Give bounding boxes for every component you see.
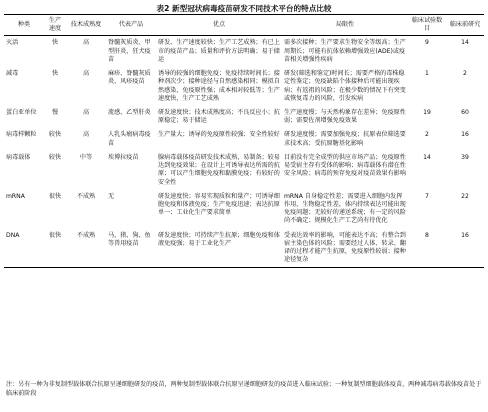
cell-pros: 研发速度快；技术成熟度高；不良反应小；抗原稳定；易于储运	[158, 108, 280, 125]
cell-trials: 7	[425, 192, 429, 200]
cell-trials: 9	[425, 39, 429, 47]
cell-products: 马、猪、狗、鱼等兽用疫苗	[106, 229, 156, 268]
cell-preclinical: 22	[461, 192, 469, 200]
cell-preclinical: 39	[461, 153, 469, 161]
cell-cons: 生产速度慢；与天然构象存在差异；免疫原性弱；需要佐剂增强免疫效果	[284, 108, 406, 125]
cell-maturity: 高	[82, 70, 90, 78]
table-caption: 表2 新型冠状病毒疫苗研发不同技术平台的特点比较	[156, 4, 332, 13]
cell-maturity: 高	[82, 131, 90, 139]
cell-products: 无	[108, 192, 115, 200]
table-row	[4, 128, 484, 150]
cell-cons: 目前没有完全成型的供应市场产品；免疫原性易受宿主存有受体的影响；病毒载体有潜在性安全风险；病毒的预存免疫对疫苗效果有影响	[284, 153, 406, 178]
cell-speed: 很快	[44, 229, 66, 268]
cell-products: 脊髓灰质炎、甲型肝炎、狂犬疫苗	[108, 39, 151, 63]
table-footnote: 注：另有一种为非复制型载体联合抗原呈递细胞研发的疫苗，两种复制型载体联合抗原呈递细胞研发的疫苗进入临床试验；一种复制型细胞载体疫苗，两种减毒病毒载体疫苗处于临床前阶段	[6, 381, 482, 398]
cell-speed: 快	[51, 70, 59, 78]
table-row	[4, 36, 484, 67]
cell-maturity: 高	[82, 108, 90, 116]
cell-preclinical: 60	[461, 108, 469, 116]
cell-type: mRNA	[6, 192, 25, 200]
cell-trials: 2	[425, 131, 429, 139]
cell-speed: 慢	[51, 108, 59, 116]
cell-type: DNA	[4, 229, 44, 268]
cell-type: 灭活	[6, 39, 19, 47]
header-trials: 临床试验数目	[408, 15, 446, 36]
cell-speed: 较快	[48, 131, 62, 139]
table-row	[4, 151, 484, 190]
table-row	[4, 106, 484, 128]
cell-pros: 生产量大；诱导的免疫原性较强；安全性较好	[158, 131, 280, 139]
cell-products: 麻疹、脊髓灰质炎、风疹疫苗	[108, 70, 151, 86]
cell-type: 蛋白亚单位	[6, 108, 37, 116]
cell-products: 埃博拉疫苗	[108, 153, 139, 161]
header-preclinical: 临床前研究	[446, 15, 484, 36]
cell-speed: 快	[51, 39, 59, 47]
cell-preclinical: 14	[461, 39, 469, 47]
cell-pros: 研发、生产速度较快；生产工艺成熟；有已上市的疫苗产品；质量和评价方法明确；易于储运	[158, 39, 280, 63]
header-type: 种类	[4, 15, 44, 36]
cell-cons: mRNA 自身稳定性差；需要进入细胞内发挥作用，生物稳定性差，体内持续表达可能出现免疫问题；无较好的递送系统；有一定的风险尚不确定；规模化生产工艺尚有待优化	[284, 192, 406, 225]
cell-trials: 14	[423, 153, 431, 161]
cell-cons: 研发(筛选和鉴定)时间长；需要严格的毒株稳定性鉴定；免疫缺陷个体接种后可能出现疾病；有返祖的风险；在极少数的情况下有突变或恢复毒力的风险，引发疾病	[284, 70, 406, 102]
header-products: 代表产品	[106, 15, 156, 36]
cell-trials: 8	[408, 229, 446, 268]
cell-trials: 1	[425, 70, 429, 78]
cell-preclinical: 2	[463, 70, 467, 78]
cell-maturity: 高	[82, 39, 90, 47]
table-row	[4, 67, 484, 106]
vaccine-platform-table	[4, 14, 484, 268]
cell-speed: 很快	[48, 192, 62, 200]
cell-pros: 研发速度快；容易实现质粒和量产；可诱导细胞免疫和体液免疫；生产免疫迅速；表达抗原单一；工业化生产要求简单	[158, 192, 280, 217]
cell-cons: 研发速度慢；需要加强免疫；抗原表位筛选要求技术高；受抗原糖基化影响	[284, 131, 406, 147]
cell-trials: 19	[423, 108, 431, 116]
header-pros: 优点	[156, 15, 282, 36]
cell-pros: 诱导的较强的细胞免疫；免疫持续时间长；接种剂次少；接种途径与自然感染相同；模拟自然感染，免疫原性强；成本相对较低等；生产速度快，生产工艺成熟	[158, 70, 280, 102]
cell-speed: 较快	[48, 153, 62, 161]
cell-type: 减毒	[6, 70, 19, 78]
cell-pros: 腺病毒载体疫苗研发技术成熟，易制备；较易达到免疫效果；在设计上可诱导表达所需的抗原；可以产生细胞免疫和黏膜免疫；有较好的安全性	[158, 153, 280, 186]
table-header	[4, 15, 484, 36]
table-body	[4, 36, 484, 268]
cell-pros: 研发速度快；可持续产生抗原；细胞免疫和体液免疫强；易于工业化生产	[156, 229, 282, 268]
cell-products: 人乳头瘤病毒疫苗	[108, 131, 151, 147]
cell-products: 流感、乙型肝炎	[108, 108, 151, 116]
cell-maturity: 中等	[79, 153, 93, 161]
table-row	[4, 190, 484, 229]
header-cons: 局限性	[282, 15, 408, 36]
cell-maturity: 不成熟	[66, 229, 106, 268]
table-row	[4, 229, 484, 268]
cell-preclinical: 16	[461, 131, 469, 139]
cell-preclinical: 16	[446, 229, 484, 268]
cell-type: 病毒载体	[6, 153, 31, 161]
header-speed: 生产速度	[44, 15, 66, 36]
cell-cons: 受表达效率的影响，可能表达不高；有整合到宿主染色体的风险；需要经过人体、转录、翻译的过程才能产生抗原，免疫原性较弱；接种途径复杂	[282, 229, 408, 268]
cell-maturity: 不成熟	[76, 192, 96, 200]
header-maturity: 技术成熟度	[66, 15, 106, 36]
cell-cons: 需多次接种；生产要求生物安全等级高；生产周期长；可能有抗体依赖增强效应(ADE)或疫苗相关增强性疾病	[284, 39, 406, 63]
cell-type: 病毒样颗粒	[6, 131, 37, 139]
